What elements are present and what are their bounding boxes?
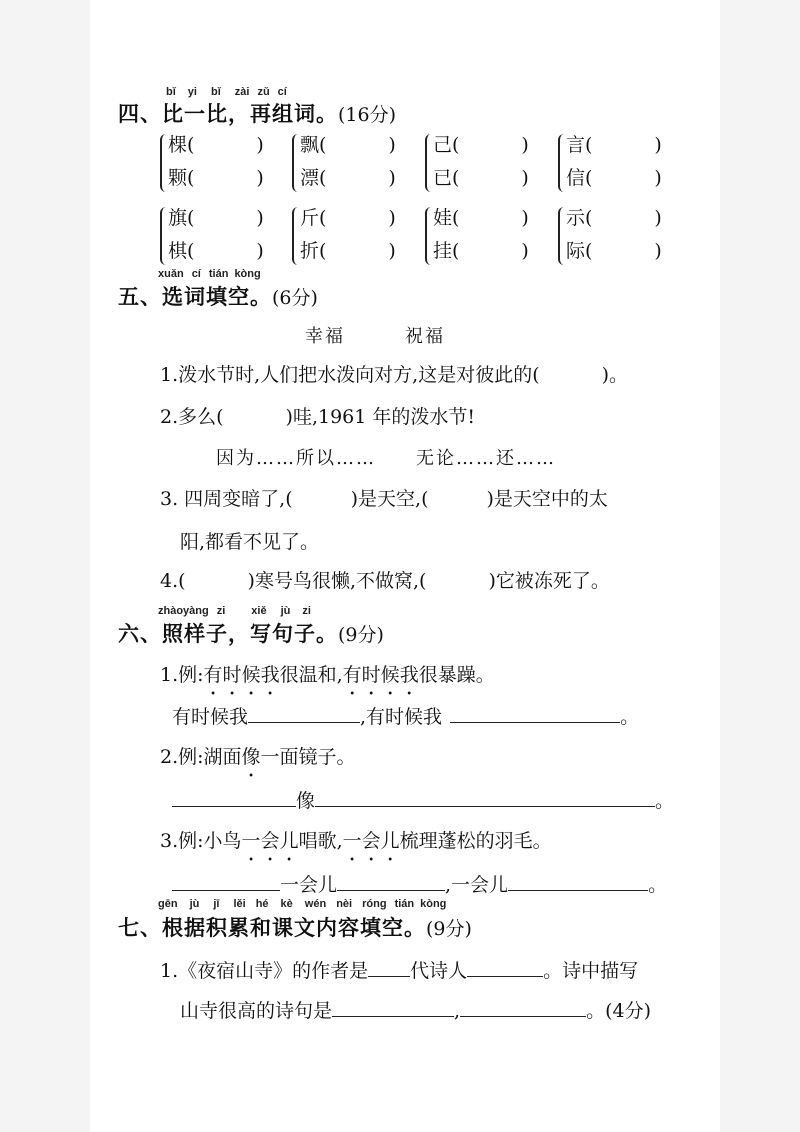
sec4-pinyin: bǐ yi bǐ zài zǔ cí: [166, 86, 287, 98]
sec5-q2: 2.多么( )哇,1961 年的泼水节!: [160, 406, 476, 428]
sec7-q1-cont: 山寺很高的诗句是 , 。(4分): [180, 1000, 651, 1022]
answer-line[interactable]: [508, 872, 648, 891]
word-pair-line: 斤( ): [300, 207, 396, 229]
sec5-q3: 3. 四周变暗了,( )是天空,( )是天空中的太: [160, 488, 608, 510]
answer-line[interactable]: [337, 872, 445, 891]
answer-line[interactable]: [315, 788, 655, 807]
sec7-pinyin: gēn jù jī lěi hé kè wén nèi róng tián kòng: [158, 898, 447, 910]
word-pair-line: 折( ): [300, 240, 396, 262]
word-pair-line: 棋( ): [168, 240, 264, 262]
word-pair-line: 旗( ): [168, 207, 264, 229]
word-choices-2: 因为……所以…… 无论……还……: [216, 448, 556, 469]
sec5-q4: 4.( )寒号鸟很懒,不做窝,( )它被冻死了。: [160, 570, 610, 592]
sec7-heading: 七、根据积累和课文内容填空。(9分): [118, 916, 472, 940]
word-pair-line: 己( ): [433, 134, 529, 156]
sec5-q1: 1.泼水节时,人们把水泼向对方,这是对彼此的( )。: [160, 364, 629, 386]
sec6-example-1: 1.例:有时候我很温和,有时候我很暴躁。: [160, 664, 495, 686]
answer-line[interactable]: [450, 704, 620, 723]
word-pair-line: 信( ): [566, 167, 662, 189]
sec6-heading: 六、照样子，写句子。(9分): [118, 622, 384, 646]
answer-line[interactable]: [248, 704, 360, 723]
answer-line[interactable]: [332, 998, 454, 1017]
answer-line[interactable]: [467, 958, 543, 977]
sec5-q3-cont: 阳,都看不见了。: [180, 531, 320, 553]
sec7-q1: 1.《夜宿山寺》的作者是 代诗人 。诗中描写: [160, 960, 639, 982]
sec6-pinyin: zhàoyàng zi xiě jù zi: [158, 605, 311, 617]
answer-line[interactable]: [460, 998, 586, 1017]
word-choices-1: 幸福 祝福: [305, 326, 445, 347]
word-pair-line: 已( ): [433, 167, 529, 189]
sec6-answer-3: 一会儿 ,一会儿 。: [172, 870, 667, 897]
word-pair-line: 际( ): [566, 240, 662, 262]
word-pair-line: 挂( ): [433, 240, 529, 262]
word-pair-line: 飘( ): [300, 134, 396, 156]
word-pair-line: 漂( ): [300, 167, 396, 189]
answer-line[interactable]: [368, 958, 410, 977]
sec6-example-2: 2.例:湖面像一面镜子。: [160, 746, 356, 768]
answer-line[interactable]: [172, 872, 280, 891]
sec6-example-3: 3.例:小鸟一会儿唱歌,一会儿梳理蓬松的羽毛。: [160, 830, 552, 852]
sec6-answer-2: 像 。: [172, 786, 674, 813]
word-pair-line: 颗( ): [168, 167, 264, 189]
sec5-heading: 五、选词填空。(6分): [118, 285, 318, 309]
sec6-answer-1: 有时候我 ,有时候我 。: [172, 706, 640, 728]
word-pair-line: 娃( ): [433, 207, 529, 229]
sec5-pinyin: xuǎn cí tián kòng: [158, 268, 261, 280]
word-pair-line: 示( ): [566, 207, 662, 229]
sec4-heading: 四、比一比，再组词。(16分): [118, 102, 397, 126]
word-pair-line: 言( ): [566, 134, 662, 156]
word-pair-line: 棵( ): [168, 134, 264, 156]
answer-line[interactable]: [172, 788, 296, 807]
